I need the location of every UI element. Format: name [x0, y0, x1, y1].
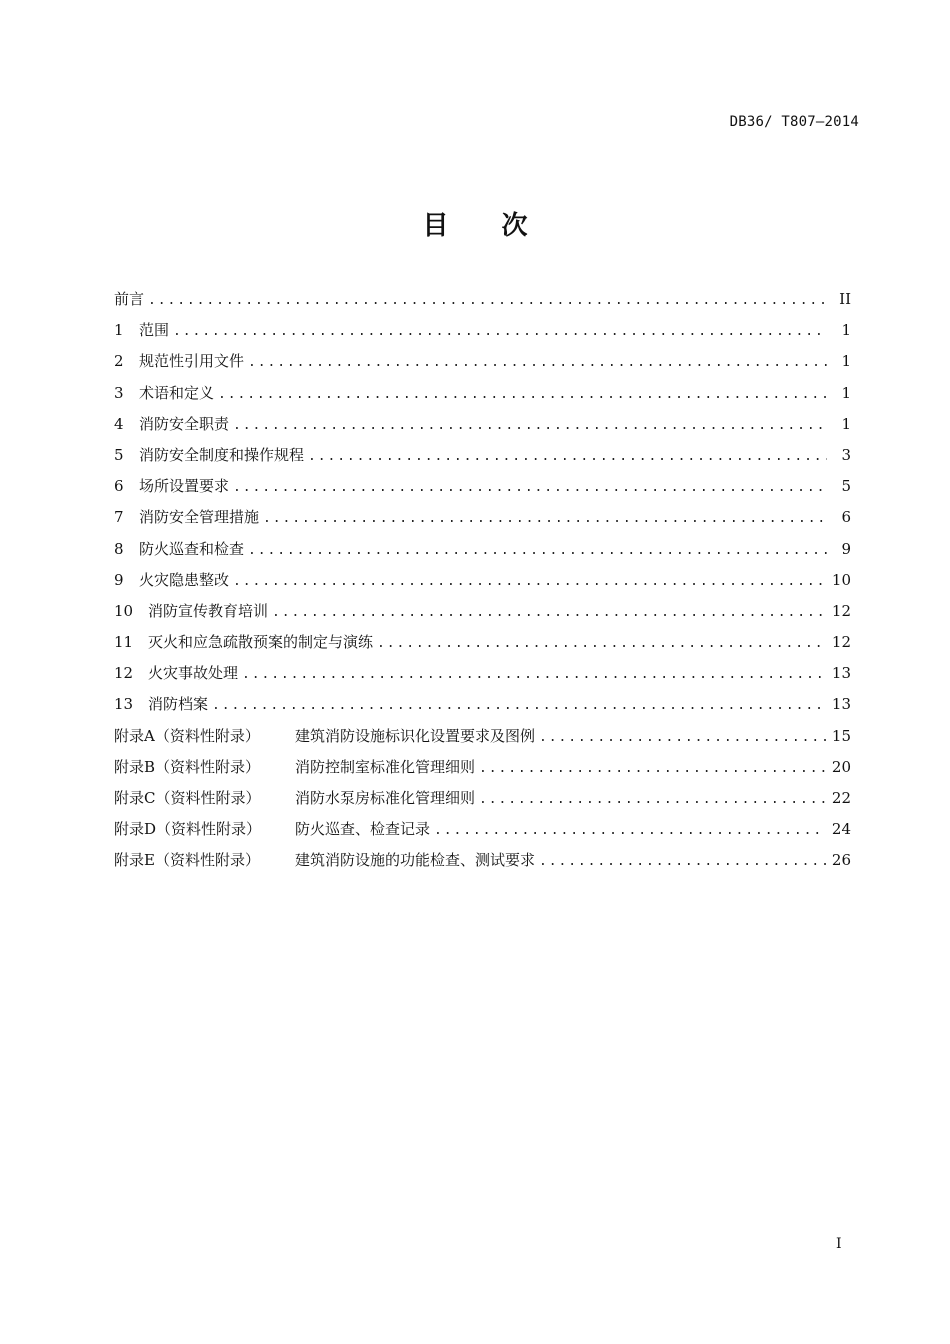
page-number: I [836, 1236, 842, 1252]
toc-entry-page: 12 [831, 633, 851, 652]
toc-entry-page: 12 [831, 601, 851, 620]
toc-entry-label: 规范性引用文件 [139, 352, 245, 371]
toc-leader-dots [233, 566, 826, 597]
toc-entry-page: 3 [841, 445, 851, 464]
toc-entry-number: 附录A（资料性附录） [114, 726, 260, 745]
toc-entry-appendix-d[interactable] [114, 814, 851, 845]
toc-entry-page: 10 [831, 570, 851, 589]
toc-entry-page: 22 [831, 789, 851, 807]
table-of-contents [114, 284, 851, 877]
toc-entry-label: 范围 [139, 321, 170, 340]
toc-entry-label: 消防控制室标准化管理细则 [295, 757, 476, 776]
toc-entry-number: 7 [114, 508, 124, 527]
toc-entry-label: 建筑消防设施的功能检查、测试要求 [295, 851, 536, 870]
page-title: 目 次 [422, 211, 550, 241]
toc-leader-dots [173, 316, 827, 347]
toc-entry-page: 1 [841, 383, 851, 402]
toc-entry-label: 防火巡查和检查 [139, 539, 245, 558]
toc-leader-dots [539, 846, 826, 877]
toc-entry-appendix-b[interactable] [114, 752, 851, 783]
toc-entry-number: 10 [114, 601, 134, 620]
toc-entry-7[interactable] [114, 502, 851, 533]
toc-leader-dots [218, 379, 827, 410]
toc-entry-number: 1 [114, 321, 124, 340]
toc-entry-label: 火灾事故处理 [148, 664, 239, 683]
toc-entry-label: 灭火和应急疏散预案的制定与演练 [148, 633, 374, 652]
toc-leader-dots [539, 722, 826, 753]
toc-leader-dots [242, 659, 826, 690]
toc-entry-label: 消防宣传教育培训 [148, 601, 269, 620]
toc-entry-page: 13 [831, 664, 851, 683]
toc-entry-label: 消防安全制度和操作规程 [139, 445, 305, 464]
toc-leader-dots [233, 472, 827, 503]
toc-entry-number: 13 [114, 695, 134, 714]
toc-entry-number: 附录C（资料性附录） [114, 789, 261, 807]
toc-entry-label: 术语和定义 [139, 383, 215, 402]
toc-leader-dots [263, 503, 827, 534]
toc-entry-number: 附录D（资料性附录） [114, 820, 262, 839]
toc-entry-11[interactable] [114, 627, 851, 658]
toc-entry-page: 15 [831, 726, 851, 745]
toc-leader-dots [434, 815, 826, 846]
toc-entry-number: 3 [114, 383, 124, 402]
toc-entry-label: 前言 [114, 290, 145, 308]
toc-leader-dots [479, 753, 826, 784]
toc-entry-12[interactable] [114, 658, 851, 689]
toc-leader-dots [308, 441, 827, 472]
toc-entry-page: 9 [841, 539, 851, 558]
toc-entry-page: 6 [841, 508, 851, 527]
toc-entry-10[interactable] [114, 596, 851, 627]
toc-leader-dots [377, 628, 826, 659]
toc-entry-number: 6 [114, 477, 124, 496]
toc-entry-label: 消防安全职责 [139, 414, 230, 433]
toc-leader-dots [248, 347, 827, 378]
toc-entry-number: 4 [114, 414, 124, 433]
toc-entry-1[interactable] [114, 315, 851, 346]
toc-entry-page: 1 [841, 321, 851, 340]
toc-entry-number: 附录B（资料性附录） [114, 757, 261, 776]
toc-entry-number: 附录E（资料性附录） [114, 851, 260, 870]
toc-leader-dots [272, 597, 826, 628]
toc-entry-page: II [839, 290, 851, 308]
toc-entry-number: 9 [114, 570, 124, 589]
toc-entry-number: 2 [114, 352, 124, 371]
toc-entry-foreword[interactable] [114, 284, 851, 315]
toc-entry-appendix-a[interactable] [114, 721, 851, 752]
toc-leader-dots [148, 285, 827, 316]
toc-entry-appendix-c[interactable] [114, 783, 851, 814]
toc-entry-9[interactable] [114, 565, 851, 596]
toc-leader-dots [248, 535, 827, 566]
toc-entry-label: 消防安全管理措施 [139, 508, 260, 527]
toc-entry-number: 11 [114, 633, 134, 652]
toc-leader-dots [233, 410, 827, 441]
toc-entry-6[interactable] [114, 471, 851, 502]
toc-entry-13[interactable] [114, 689, 851, 720]
toc-entry-4[interactable] [114, 409, 851, 440]
toc-entry-label: 场所设置要求 [139, 477, 230, 496]
toc-entry-5[interactable] [114, 440, 851, 471]
toc-entry-8[interactable] [114, 534, 851, 565]
toc-leader-dots [212, 690, 826, 721]
toc-entry-number: 8 [114, 539, 124, 558]
toc-entry-2[interactable] [114, 346, 851, 377]
toc-entry-number: 5 [114, 445, 124, 464]
toc-leader-dots [479, 784, 826, 815]
toc-entry-label: 建筑消防设施标识化设置要求及图例 [295, 726, 536, 745]
toc-entry-number: 12 [114, 664, 134, 683]
toc-entry-label: 防火巡查、检查记录 [295, 820, 431, 839]
toc-entry-page: 5 [841, 477, 851, 496]
toc-entry-page: 20 [831, 757, 851, 776]
toc-entry-label: 消防档案 [148, 695, 209, 714]
toc-entry-appendix-e[interactable] [114, 845, 851, 876]
toc-entry-3[interactable] [114, 378, 851, 409]
toc-entry-page: 24 [831, 820, 851, 839]
toc-entry-label: 火灾隐患整改 [139, 570, 230, 589]
document-code: DB36/ T807—2014 [729, 114, 859, 130]
toc-entry-page: 13 [831, 695, 851, 714]
toc-entry-page: 26 [831, 851, 851, 870]
toc-entry-page: 1 [841, 414, 851, 433]
toc-entry-label: 消防水泵房标准化管理细则 [295, 789, 476, 807]
toc-entry-page: 1 [841, 352, 851, 371]
